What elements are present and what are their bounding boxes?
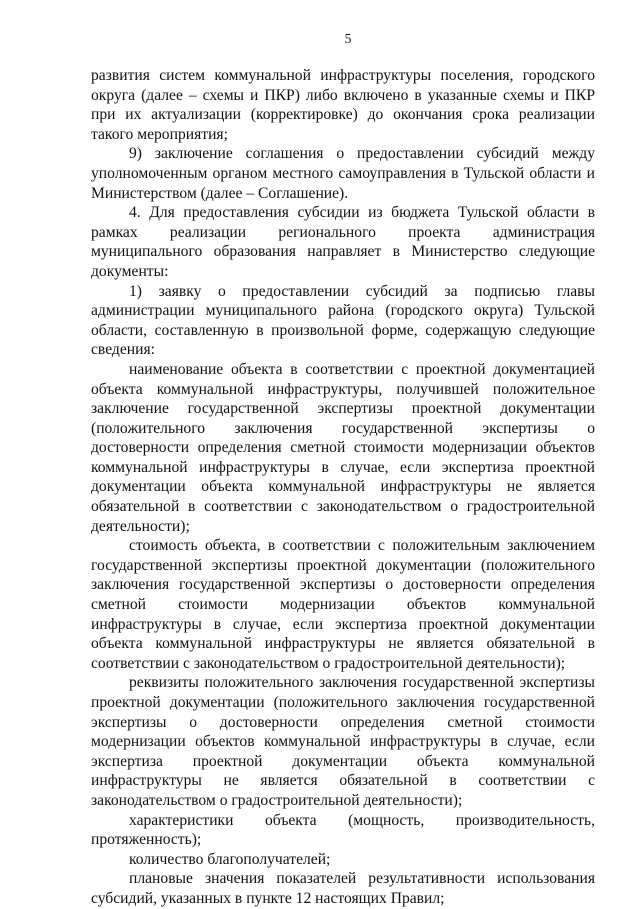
paragraph-conclusion-details: реквизиты положительного заключения государственной экспертизы проектной документации (положительного заключения государственной экспертизы о достоверности определения сметной стоимости модернизации объектов коммунальной инфраструктуры в случае, если экспертиза проектной документации объекта коммунальной инфраструктуры не является обязательной в соответствии с законодательством о градостроительной деятельности); xyxy=(91,674,595,809)
paragraph-continuation: развития систем коммунальной инфраструктуры поселения, городского округа (далее – схемы и ПКР) либо включено в указанные схемы и ПКР при их актуализации (корректировке) до окончания срока реализации такого мероприятия; xyxy=(91,67,595,143)
page-number: 5 xyxy=(344,31,352,46)
paragraph-object-characteristics: характеристики объекта (мощность, производительность, протяженность); xyxy=(91,811,595,849)
paragraph-object-cost: стоимость объекта, в соответствии с положительным заключением государственной экспертизы проектной документации (положительного заключения государственной экспертизы о достоверности определения сметной стоимости модернизации объектов коммунальной инфраструктуры в случае, если экспертиза проектной документации объекта коммунальной инфраструктуры не является обязательной в соответствии с законодательством о градостроительной деятельности); xyxy=(91,537,595,672)
paragraph-subitem-1: 1) заявку о предоставлении субсидий за подписью главы администрации муниципального района (городского округа) Тульской области, составленную в произвольной форме, содержащую следующие сведения: xyxy=(91,282,595,359)
paragraph-section-4: 4. Для предоставления субсидии из бюджета Тульской области в рамках реализации регионального проекта администрация муниципального образования направляет в Министерство следующие документы: xyxy=(91,204,595,280)
paragraph-performance-indicators: плановые значения показателей результативности использования субсидий, указанных в пункте 12 настоящих Правил; xyxy=(91,870,595,907)
paragraph-item-9: 9) заключение соглашения о предоставлении субсидий между уполномоченным органом местного самоуправления в Тульской области и Министерством (далее – Соглашение). xyxy=(91,145,595,202)
paragraph-object-name: наименование объекта в соответствии с проектной документацией объекта коммунальной инфраструктуры, получившей положительное заключение государственной экспертизы проектной документации (положительного заключения государственной экспертизы о достоверности определения сметной стоимости модернизации объектов коммунальной инфраструктуры в случае, если экспертиза проектной документации объекта коммунальной инфраструктуры не является обязательной в соответствии с законодательством о градостроительной деятельности); xyxy=(91,360,595,535)
paragraph-beneficiaries: количество благополучателей; xyxy=(129,850,331,868)
